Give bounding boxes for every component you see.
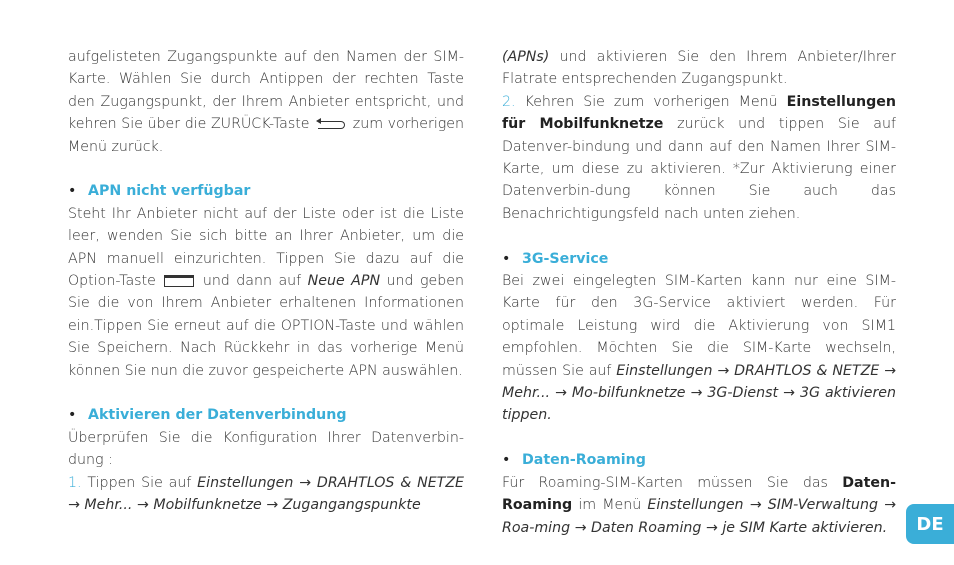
left-column [68,46,464,517]
bullet-icon: • [68,407,77,424]
data-connection-paragraph: Überprüfen Sie die Konfiguration Ihrer Datenverbin-dung : [68,429,464,469]
step-1: 1. Tippen Sie auf Einstellungen → DRAHTLOS & NETZE → Mehr... → Mobilfunknetze → Zugangangspunkte [68,474,465,514]
bullet-icon: • [502,250,511,267]
data-connection-heading: • Aktivieren der Datenverbindung [68,404,464,426]
bullet-icon: • [502,452,511,469]
bullet-icon: • [68,183,77,200]
3g-service-paragraph: Bei zwei eingelegten SIM-Karten kann nur eine SIM-Karte für den 3G-Service aktiviert werden. Für optimale Leistung wird die Aktivierung von SIM1 empfohlen. Möchten Sie die SIM-Karte wechseln, müssen Sie auf Einstellungen → DRAHTLOS & NETZE → Mehr... → Mo-bilfunknetze → 3G-Dienst → 3G aktivieren tippen. [502,273,897,424]
language-badge: DE [906,504,954,544]
roaming-paragraph: Für Roaming-SIM-Karten müssen Sie das Daten-Roaming im Menü Einstellungen → SIM-Verwaltung → Roa-ming → Daten Roaming → je SIM Karte aktivieren. [502,474,897,536]
step-1-continued: (APNs) und aktivieren Sie den Ihrem Anbieter/Ihrer Flatrate entsprechenden Zugangspunkt. [502,49,896,88]
menu-key-icon [164,275,194,287]
3g-service-heading: • 3G-Service [502,248,896,270]
apn-heading: • APN nicht verfügbar [68,180,464,202]
step-2: 2. Kehren Sie zum vorherigen Menü Einstellungen für Mobilfunknetze zurück und tippen Sie auf Datenver-bindung und dann auf den Namen Ihrer SIM-Karte, um diese zu aktivieren. *Zur Aktivierung einer Datenverbin-dung können Sie auch das Benachrichtigungsfeld nach unten ziehen. [502,93,896,222]
back-key-icon [314,119,348,129]
apn-paragraph: Steht Ihr Anbieter nicht auf der Liste oder ist die Liste leer, wenden Sie sich bitte an Ihrer Anbieter, um die APN manuell einzurichten. Tippen Sie dazu auf die Option-Taste und dann auf Neue APN und geben Sie die von Ihrem Anbieter erhaltenen Informationen ein.Tippen Sie erneut auf die OPTION-Taste und wählen Sie Speichern. Nach Rückkehr in das vorherige Menü können Sie nun die zuvor gespeicherte APN auswählen. [68,205,464,379]
right-column [502,46,896,539]
intro-paragraph: aufgelisteten Zugangspunkte auf den Namen der SIM-Karte. Wählen Sie durch Antippen der rechten Taste den Zugangspunkt, der Ihrem Anbieter entspricht, und kehren Sie über die ZURÜCK-Taste zum vorherigen Menü zurück. [68,49,465,155]
roaming-heading: • Daten-Roaming [502,449,896,471]
